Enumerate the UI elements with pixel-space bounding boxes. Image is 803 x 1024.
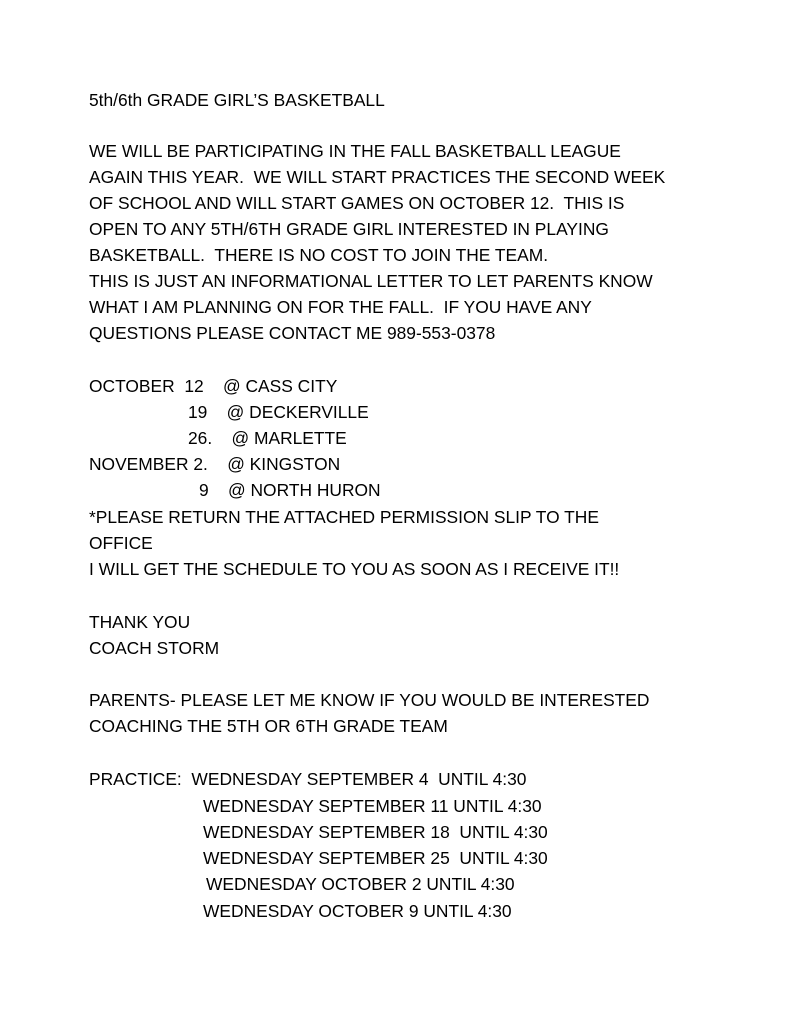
intro-line: WHAT I AM PLANNING ON FOR THE FALL. IF YOU HAVE ANY [89,297,592,317]
parents-request: PARENTS- PLEASE LET ME KNOW IF YOU WOULD BE INTERESTED [89,690,650,710]
intro-line: THIS IS JUST AN INFORMATIONAL LETTER TO LET PARENTS KNOW [89,271,653,291]
document-title: 5th/6th GRADE GIRL’S BASKETBALL [89,90,385,110]
intro-line: OF SCHOOL AND WILL START GAMES ON OCTOBER 12. THIS IS [89,193,625,213]
practice-line: WEDNESDAY OCTOBER 2 UNTIL 4:30 [206,874,515,894]
practice-line: WEDNESDAY SEPTEMBER 11 UNTIL 4:30 [203,796,542,816]
parents-request: COACHING THE 5TH OR 6TH GRADE TEAM [89,716,448,736]
intro-line: AGAIN THIS YEAR. WE WILL START PRACTICES THE SECOND WEEK [89,167,666,187]
practice-line: WEDNESDAY SEPTEMBER 25 UNTIL 4:30 [203,848,548,868]
contact-line: QUESTIONS PLEASE CONTACT ME 989-553-0378 [89,323,496,343]
game-schedule-line: NOVEMBER 2. @ KINGSTON [89,454,341,474]
game-schedule-line: 26. @ MARLETTE [188,428,347,448]
practice-line: WEDNESDAY SEPTEMBER 18 UNTIL 4:30 [203,822,548,842]
game-schedule-line: 19 @ DECKERVILLE [188,402,369,422]
permission-slip-note: *PLEASE RETURN THE ATTACHED PERMISSION SLIP TO THE [89,507,599,527]
game-schedule-line: OCTOBER 12 @ CASS CITY [89,376,338,396]
intro-line: WE WILL BE PARTICIPATING IN THE FALL BASKETBALL LEAGUE [89,141,621,161]
practice-line: WEDNESDAY OCTOBER 9 UNTIL 4:30 [203,901,512,921]
game-schedule-line: 9 @ NORTH HURON [199,480,381,500]
intro-line: OPEN TO ANY 5TH/6TH GRADE GIRL INTERESTED IN PLAYING [89,219,609,239]
closing-signature: COACH STORM [89,638,220,658]
schedule-note: I WILL GET THE SCHEDULE TO YOU AS SOON AS I RECEIVE IT!! [89,559,620,579]
closing-thanks: THANK YOU [89,612,191,632]
permission-slip-note: OFFICE [89,533,153,553]
intro-line: BASKETBALL. THERE IS NO COST TO JOIN THE TEAM. [89,245,549,265]
practice-line: PRACTICE: WEDNESDAY SEPTEMBER 4 UNTIL 4:30 [89,769,527,789]
